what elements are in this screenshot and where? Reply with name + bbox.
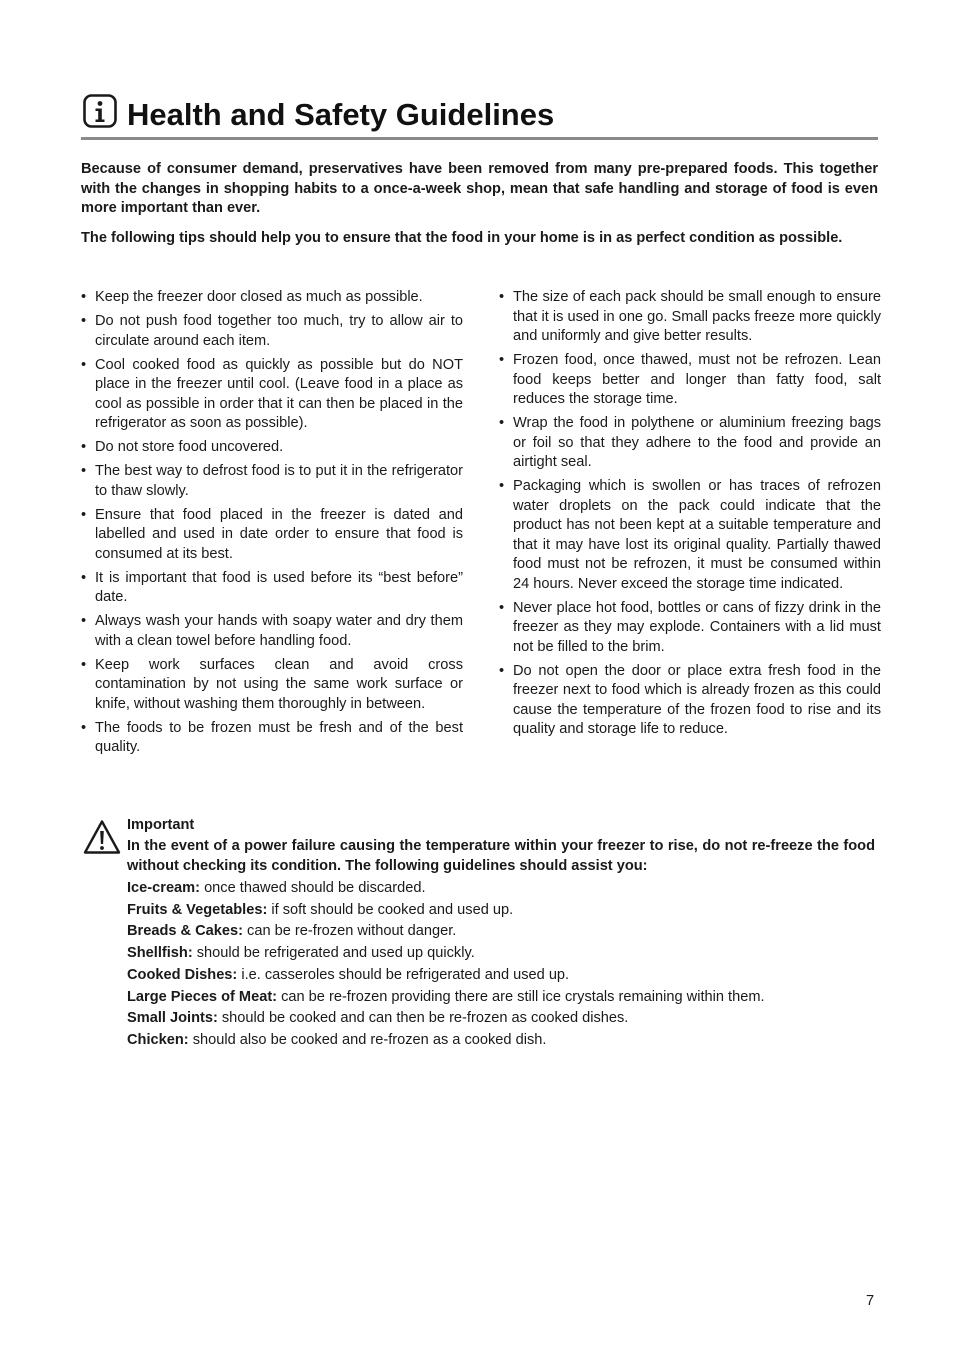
- page-number: 7: [866, 1293, 875, 1309]
- list-item: [81, 438, 463, 458]
- bullet: •: [81, 569, 87, 586]
- tip-text: Frozen food, once thawed, must not be refrozen. Lean food keeps better and longer than fatty food, salt reduces the storage time.: [513, 352, 881, 407]
- tip-text: The best way to defrost food is to put it in the refrigerator to thaw slowly.: [95, 463, 463, 499]
- list-item: [81, 719, 463, 758]
- list-item: [499, 414, 881, 473]
- bullet: •: [499, 599, 505, 616]
- list-item: [81, 506, 463, 565]
- list-item: [81, 612, 463, 651]
- food-label: Small Joints:: [127, 1010, 218, 1027]
- tip-text: Do not open the door or place extra fresh food in the freezer next to food which is already frozen as this could cause the temperature of the frozen food to rise and its quality and storage life to reduce.: [513, 662, 881, 737]
- list-item: [499, 288, 881, 347]
- bullet: •: [81, 356, 87, 373]
- food-advice: can be re-frozen without danger.: [243, 923, 457, 940]
- list-item: [81, 312, 463, 351]
- tip-text: Packaging which is swollen or has traces of refrozen water droplets on the pack could indicate that the product has not been kept at a suitable temperature and that it may have lost its original quality. Partially thawed food must not be refrozen, it must be consumed within 24 hours. Never exceed the storage time indicated.: [513, 478, 881, 592]
- bullet: •: [499, 352, 505, 368]
- food-label: Fruits & Vegetables:: [127, 901, 268, 918]
- bullet: •: [499, 415, 505, 431]
- list-item: [81, 656, 463, 715]
- info-icon: [83, 94, 117, 128]
- food-advice: once thawed should be discarded.: [200, 880, 426, 896]
- food-label: Cooked Dishes:: [127, 966, 238, 983]
- tip-text: Do not push food together too much, try to allow air to circulate around each item.: [95, 313, 463, 349]
- food-advice: should be refrigerated and used up quickly.: [192, 945, 475, 962]
- bullet: •: [81, 719, 87, 736]
- important-body: [127, 815, 875, 1052]
- tip-text: It is important that food is used before its “best before” date.: [95, 569, 463, 605]
- list-item: [499, 599, 881, 658]
- important-heading: Important: [127, 817, 195, 833]
- intro-paragraph: The following tips should help you to ensure that the food in your home is in as perfect condition as possible.: [81, 229, 843, 246]
- food-advice: if soft should be cooked and used up.: [267, 901, 514, 918]
- tip-text: Keep the freezer door closed as much as possible.: [95, 289, 423, 305]
- list-item: [499, 662, 881, 740]
- tip-text: The foods to be frozen must be fresh and of the best quality.: [95, 719, 463, 755]
- important-lead: In the event of a power failure causing the temperature within your freezer to rise, do not re-freeze the food without checking its condition. The following guidelines should assist you:: [127, 838, 875, 874]
- tip-text: Ensure that food placed in the freezer is dated and labelled and used in date order to ensure that food is consumed at its best.: [95, 506, 463, 562]
- tip-text: Wrap the food in polythene or aluminium freezing bags or foil so that they adhere to the food and provide an airtight seal.: [513, 415, 881, 470]
- tip-text: Do not store food uncovered.: [95, 439, 284, 455]
- list-item: [499, 477, 881, 594]
- intro-paragraph: Because of consumer demand, preservatives have been removed from many pre-prepared foods. This together with the changes in shopping habits to a once-a-week shop, mean that safe handling and storage of food is even more important than ever.: [81, 161, 878, 216]
- bullet: •: [499, 289, 505, 305]
- food-guideline: [127, 921, 875, 943]
- tip-text: The size of each pack should be small enough to ensure that it is used in one go. Small packs freeze more quickly and uniformly and give better results.: [513, 289, 881, 344]
- warning-icon: [83, 819, 121, 855]
- food-guideline: [127, 943, 875, 965]
- tip-text: Keep work surfaces clean and avoid cross contamination by not using the same work surface or knife, without washing them thoroughly in between.: [95, 656, 463, 712]
- tip-text: Never place hot food, bottles or cans of fizzy drink in the freezer as they may explode. Containers with a lid must not be filled to the brim.: [513, 599, 881, 655]
- food-label: Large Pieces of Meat:: [127, 988, 278, 1005]
- page-title: Health and Safety Guidelines: [127, 97, 555, 132]
- food-advice: can be re-frozen providing there are still ice crystals remaining within them.: [277, 988, 765, 1005]
- food-label: Shellfish:: [127, 945, 193, 962]
- page-header: [81, 94, 878, 140]
- bullet: •: [499, 662, 505, 679]
- list-item: [81, 462, 463, 501]
- bullet: •: [81, 613, 87, 629]
- food-guideline: [127, 965, 875, 987]
- bullet: •: [81, 463, 87, 479]
- list-item: [81, 569, 463, 608]
- tips-list-right: [499, 288, 881, 744]
- food-guideline: [127, 878, 875, 900]
- bullet: •: [81, 313, 87, 329]
- tips-list-left: [81, 288, 463, 762]
- food-advice: should be cooked and can then be re-frozen as cooked dishes.: [217, 1010, 629, 1027]
- food-guideline: [127, 1008, 875, 1030]
- bullet: •: [499, 478, 505, 494]
- list-item: [81, 288, 463, 308]
- food-advice: should also be cooked and re-frozen as a cooked dish.: [188, 1031, 547, 1048]
- tip-text: Always wash your hands with soapy water and dry them with a clean towel before handling food.: [95, 613, 463, 649]
- food-label: Breads & Cakes:: [127, 923, 243, 940]
- list-item: [81, 356, 463, 434]
- food-guideline: [127, 900, 875, 922]
- bullet: •: [81, 506, 87, 523]
- bullet: •: [81, 439, 87, 455]
- food-label: Chicken:: [127, 1031, 189, 1048]
- list-item: [499, 351, 881, 410]
- tip-text: Cool cooked food as quickly as possible but do NOT place in the freezer until cool. (Leave food in a place as cool as possible in order that it can then be placed in the refrigerator as soon as possible).: [95, 356, 463, 431]
- food-label: Ice-cream:: [127, 880, 201, 896]
- bullet: •: [81, 289, 87, 305]
- food-guideline: [127, 987, 875, 1009]
- food-advice: i.e. casseroles should be refrigerated and used up.: [237, 966, 570, 983]
- food-guideline: [127, 1030, 875, 1052]
- bullet: •: [81, 656, 87, 673]
- intro-section: [81, 160, 878, 258]
